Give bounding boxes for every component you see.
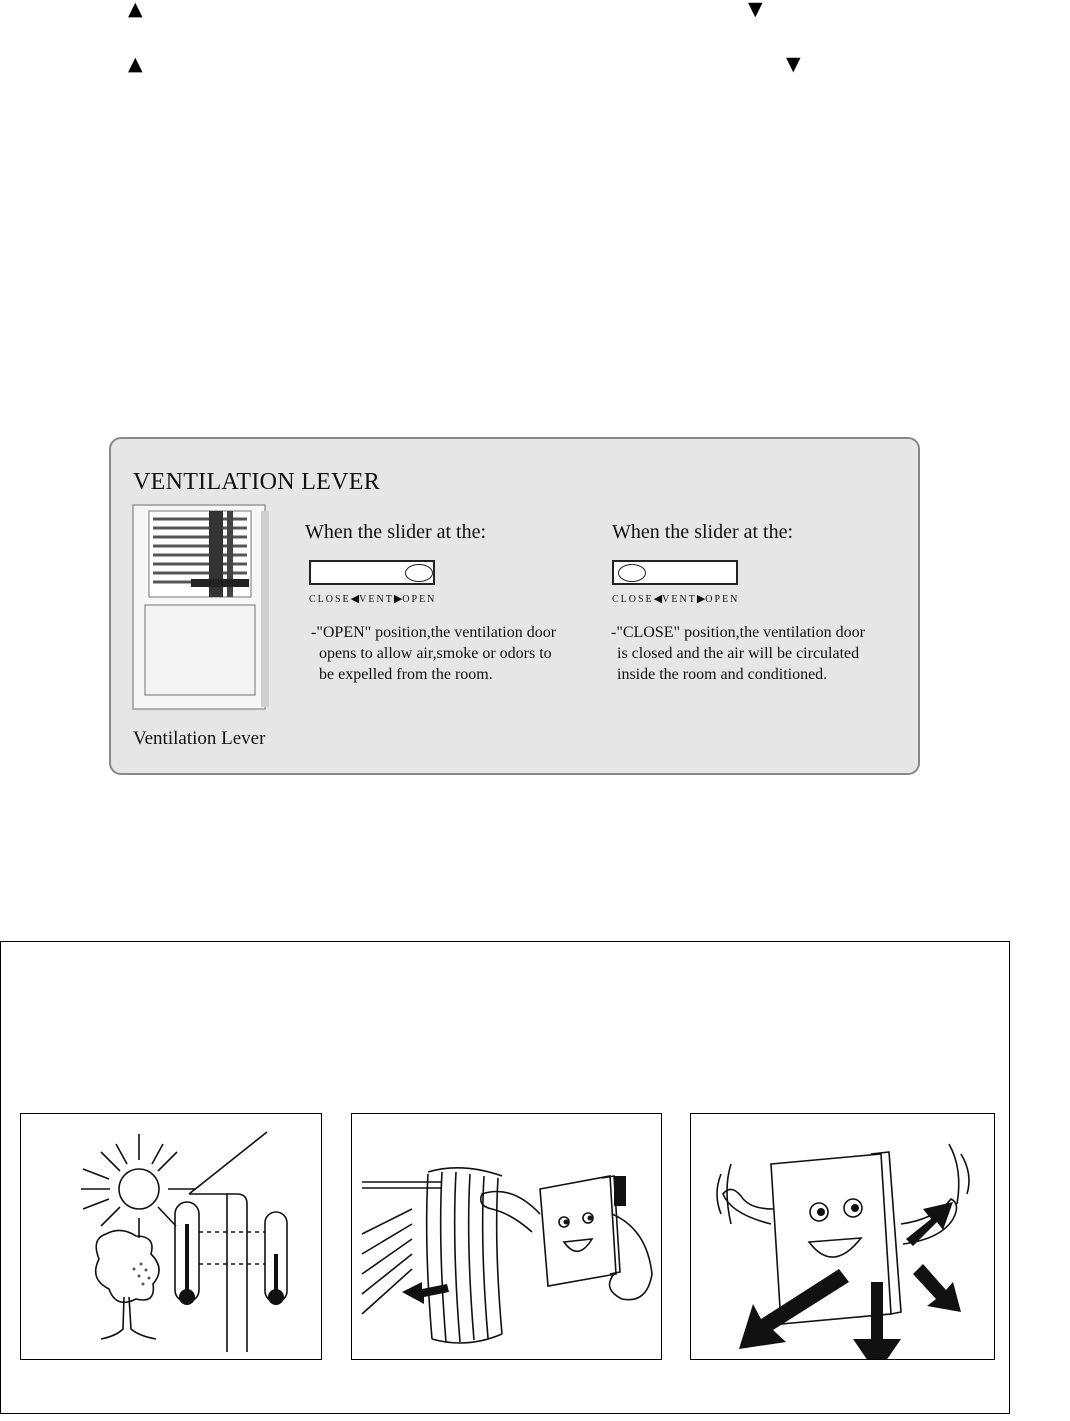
scale-close-label: CLOSE: [612, 594, 654, 605]
slider-close-position: [612, 560, 738, 585]
left-triangle-icon: ◀: [653, 592, 663, 605]
close-desc-line-2: is closed and the air will be circulated: [617, 645, 860, 662]
close-desc-line-1: -"CLOSE" position,the ventilation door: [611, 624, 865, 641]
down-arrow-icon: ▼: [748, 0, 763, 20]
slider-knob: [618, 564, 646, 582]
close-description: [611, 622, 901, 685]
close-desc-line-3: inside the room and conditioned.: [617, 666, 828, 683]
open-desc-line-2: opens to allow air,smoke or odors to: [319, 645, 552, 662]
up-arrow-icon: ▲: [128, 53, 143, 75]
lever-caption: Ventilation Lever: [133, 728, 266, 749]
right-triangle-icon: ▶: [393, 592, 403, 605]
close-heading: When the slider at the:: [612, 521, 794, 543]
ventilation-lever-panel: [109, 437, 920, 775]
scale-close-label: CLOSE: [309, 594, 351, 605]
slider-scale: [309, 592, 436, 605]
scale-open-label: OPEN: [402, 594, 437, 605]
left-triangle-icon: ◀: [350, 592, 360, 605]
slider-knob: [405, 564, 433, 582]
panel-title: VENTILATION LEVER: [133, 469, 381, 495]
ventilation-lever-icon: [131, 503, 271, 711]
slider-scale: [612, 592, 739, 605]
up-arrow-icon: ▲: [128, 0, 143, 20]
scale-vent-label: VENT: [662, 594, 697, 605]
down-arrow-icon: ▼: [786, 53, 801, 75]
open-description: [311, 622, 601, 685]
scale-vent-label: VENT: [359, 594, 394, 605]
scale-open-label: OPEN: [705, 594, 740, 605]
tips-frame: [0, 941, 1010, 1414]
airflow-unit-icon: [690, 1113, 995, 1360]
open-desc-line-3: be expelled from the room.: [319, 666, 493, 683]
curtain-sunlight-icon: [351, 1113, 662, 1360]
open-desc-line-1: -"OPEN" position,the ventilation door: [311, 624, 557, 641]
open-heading: When the slider at the:: [305, 521, 487, 543]
sun-thermometers-icon: [20, 1113, 322, 1360]
slider-open-position: [309, 560, 435, 585]
right-triangle-icon: ▶: [696, 592, 706, 605]
